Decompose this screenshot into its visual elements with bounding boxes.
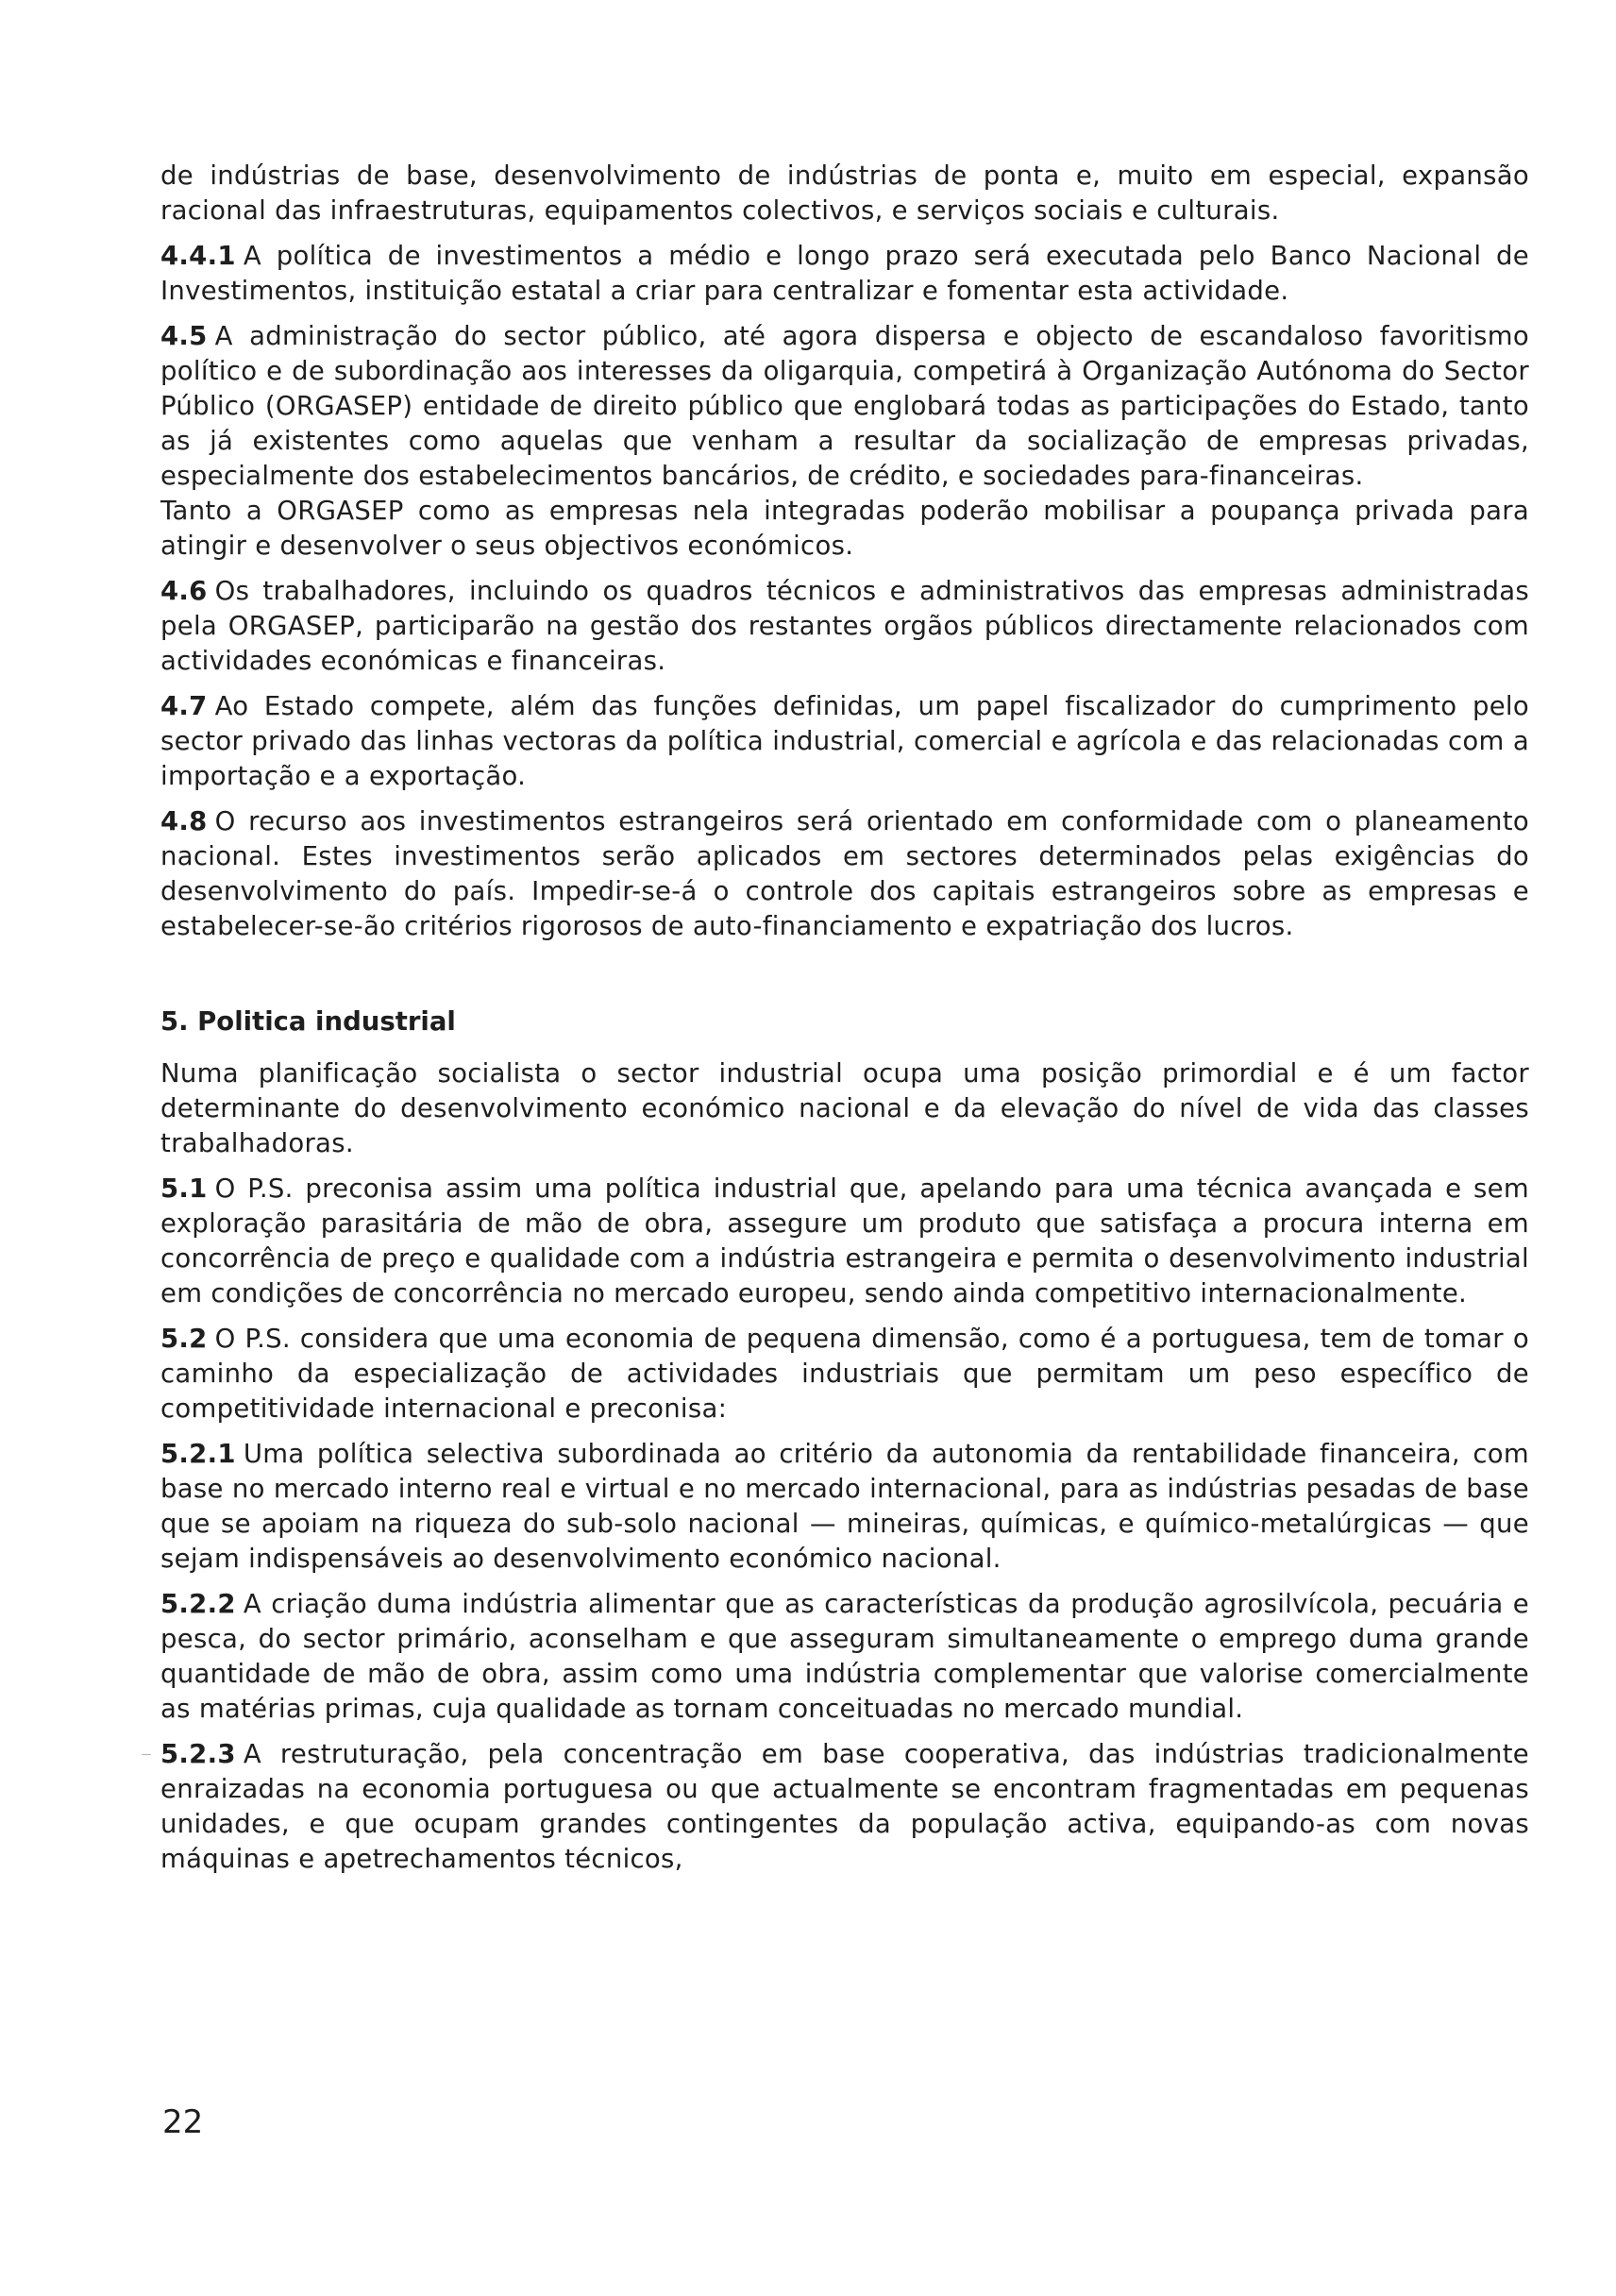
paragraph-text: Ao Estado compete, além das funções definidas, um papel fiscalizador do cumprimento pelo sector privado das linhas vectoras da política industrial, comercial e agrícola e das relacionadas com a importação e a exportação.	[160, 691, 1529, 791]
paragraph-number: 4.5	[160, 321, 208, 351]
section-heading: 5. Politica industrial	[160, 1006, 456, 1037]
paragraph-text: Tanto a ORGASEP como as empresas nela integradas poderão mobilisar a poupança privada para atingir e desenvolver o seus objectivos económicos.	[160, 496, 1529, 561]
paragraph-text: Numa planificação socialista o sector industrial ocupa uma posição primordial e é um factor determinante do desenvolvimento económico nacional e da elevação do nível de vida das classes trabalhadoras.	[160, 1058, 1529, 1158]
paragraph-text: de indústrias de base, desenvolvimento de indústrias de ponta e, muito em especial, expansão racional das infraestruturas, equipamentos colectivos, e serviços sociais e culturais.	[160, 160, 1529, 226]
paragraph-text: O P.S. preconisa assim uma política industrial que, apelando para uma técnica avançada e sem exploração parasitária de mão de obra, assegure um produto que satisfaça a procura interna em concorrência de preço e qualidade com a indústria estrangeira e permita o desenvolvimento industrial em condições de concorrência no mercado europeu, sendo ainda competitivo internacionalmente.	[160, 1173, 1529, 1308]
paragraph-text: O recurso aos investimentos estrangeiros será orientado em conformidade com o planeamento nacional. Estes investimentos serão aplicados em sectores determinados pelas exigências do desenvolvimento do país. Impedir-se-á o controle dos capitais estrangeiros sobre as empresas e estabelecer-se-ão critérios rigorosos de auto-financiamento e expatriação dos lucros.	[160, 806, 1529, 941]
paragraph-number: 4.6	[160, 576, 208, 606]
paragraph-4-6	[160, 574, 1529, 679]
paragraph-4-4-1	[160, 239, 1529, 309]
margin-mark	[142, 1754, 151, 1755]
paragraph-text: Uma política selectiva subordinada ao critério da autonomia da rentabilidade financeira, com base no mercado interno real e virtual e no mercado internacional, para as indústrias pesadas de base que se apoiam na riqueza do sub-solo nacional — mineiras, químicas, e químico-metalúrgicas — que sejam indispensáveis ao desenvolvimento económico nacional.	[160, 1439, 1529, 1574]
page-number: 22	[162, 2103, 204, 2141]
paragraph-4-8	[160, 804, 1529, 944]
paragraph-number: 5.2.1	[160, 1439, 236, 1469]
paragraph-4-5-continued	[160, 494, 1529, 564]
paragraph-5-2-2	[160, 1587, 1529, 1727]
paragraph-5-2-3	[160, 1737, 1529, 1877]
paragraph-4-7	[160, 689, 1529, 794]
paragraph-number: 5.2.2	[160, 1589, 236, 1619]
paragraph-text: A administração do sector público, até agora dispersa e objecto de escandaloso favoritismo político e de subordinação aos interesses da oligarquia, competirá à Organização Autónoma do Sector Público (ORGASEP) entidade de direito público que englobará todas as participações do Estado, tanto as já existentes como aquelas que venham a resultar da socialização de empresas privadas, especialmente dos estabelecimentos bancários, de crédito, e sociedades para-financeiras.	[160, 321, 1529, 491]
paragraph-number: 4.8	[160, 806, 208, 836]
paragraph-text: Os trabalhadores, incluindo os quadros técnicos e administrativos das empresas administradas pela ORGASEP, participarão na gestão dos restantes orgãos públicos directamente relacionados com actividades económicas e financeiras.	[160, 576, 1529, 676]
paragraph-4-5	[160, 319, 1529, 494]
paragraph-5-intro	[160, 1056, 1529, 1161]
paragraph-intro	[160, 159, 1529, 228]
paragraph-text: A criação duma indústria alimentar que as características da produção agrosilvícola, pecuária e pesca, do sector primário, aconselham e que asseguram simultaneamente o emprego duma grande quantidade de mão de obra, assim como uma indústria complementar que valorise comercialmente as matérias primas, cuja qualidade as tornam conceituadas no mercado mundial.	[160, 1589, 1529, 1724]
paragraph-number: 4.4.1	[160, 241, 236, 271]
document-page	[160, 159, 1529, 1887]
paragraph-5-2	[160, 1322, 1529, 1427]
paragraph-5-1	[160, 1172, 1529, 1311]
paragraph-number: 5.1	[160, 1173, 208, 1204]
paragraph-number: 4.7	[160, 691, 208, 721]
paragraph-text: O P.S. considera que uma economia de pequena dimensão, como é a portuguesa, tem de tomar o caminho da especialização de actividades industriais que permitam um peso específico de competitividade internacional e preconisa:	[160, 1324, 1529, 1424]
paragraph-number: 5.2	[160, 1324, 208, 1354]
paragraph-text: A restruturação, pela concentração em base cooperativa, das indústrias tradicionalmente enraizadas na economia portuguesa ou que actualmente se encontram fragmentadas em pequenas unidades, e que ocupam grandes contingentes da população activa, equipando-as com novas máquinas e apetrechamentos técnicos,	[160, 1739, 1529, 1874]
paragraph-number: 5.2.3	[160, 1739, 236, 1769]
paragraph-5-2-1	[160, 1437, 1529, 1577]
paragraph-text: A política de investimentos a médio e longo prazo será executada pelo Banco Nacional de Investimentos, instituição estatal a criar para centralizar e fomentar esta actividade.	[160, 241, 1529, 306]
